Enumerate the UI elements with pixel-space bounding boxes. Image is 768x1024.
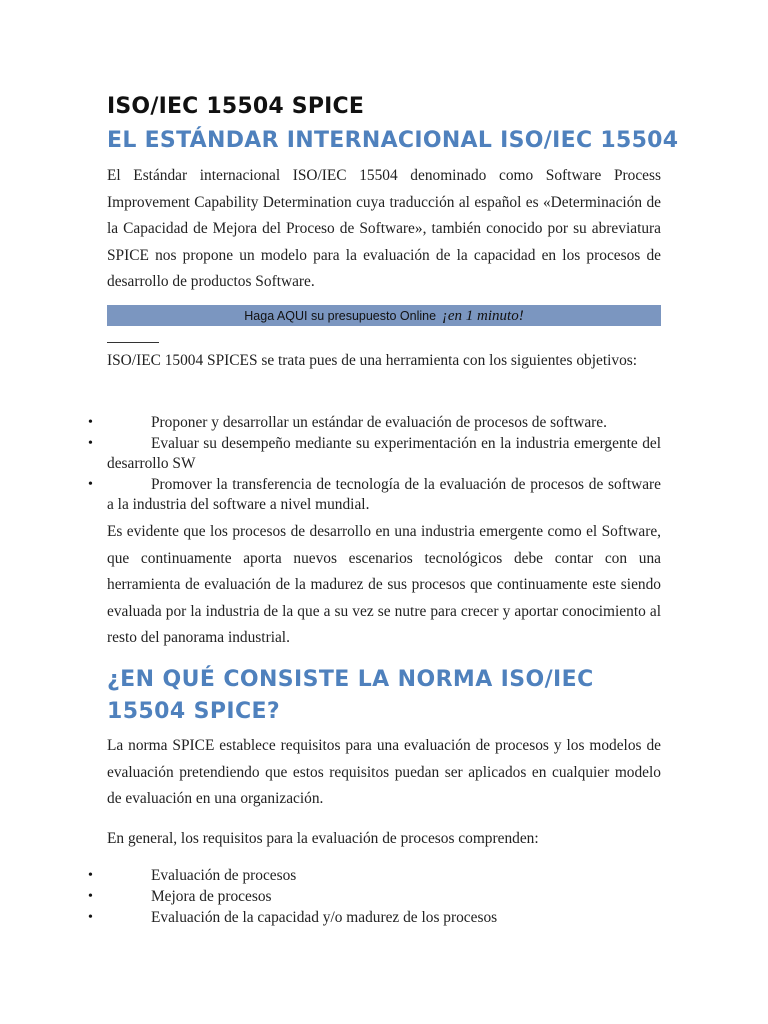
requirement-text: Evaluación de la capacidad y/o madurez de los procesos (151, 909, 498, 926)
separator-rule (107, 342, 159, 343)
objectives-list (88, 413, 661, 516)
section-title-standard: EL ESTÁNDAR INTERNACIONAL ISO/IEC 15504 (107, 128, 679, 153)
bullet-icon: • (88, 910, 93, 925)
list-item (88, 475, 661, 515)
requirement-text: Evaluación de procesos (151, 867, 297, 884)
objectives-intro: ISO/IEC 15004 SPICES se trata pues de una herramienta con los siguientes objetivos: (107, 352, 638, 369)
list-item (88, 865, 661, 886)
list-item (88, 434, 661, 474)
bullet-icon: • (88, 436, 93, 451)
bullet-icon: • (88, 477, 93, 492)
objective-text: Evaluar su desempeño mediante su experimentación en la industria emergente del desarrollo SW (107, 435, 661, 472)
requirements-intro: En general, los requisitos para la evaluación de procesos comprenden: (107, 830, 539, 847)
quote-banner-link[interactable] (107, 305, 661, 326)
list-item (88, 413, 661, 433)
objective-text: Proponer y desarrollar un estándar de evaluación de procesos de software. (151, 414, 607, 431)
evidence-paragraph: Es evidente que los procesos de desarrollo en una industria emergente como el Software, que continuamente aporta nuevos escenarios tecnológicos debe contar con una herramienta de evaluación de la madurez de sus procesos que continuamente este siendo evaluada por la industria de la que a su vez se nutre para crecer y aportar conocimiento al resto del panorama industrial. (107, 523, 661, 646)
requirements-list (88, 865, 661, 928)
page-title: ISO/IEC 15504 SPICE (107, 94, 365, 119)
list-item (88, 886, 661, 907)
norm-paragraph: La norma SPICE establece requisitos para una evaluación de procesos y los modelos de evaluación pretendiendo que estos requisitos puedan ser aplicados en cualquier modelo de evaluación en una organización. (107, 737, 661, 807)
bullet-icon: • (88, 415, 93, 430)
bullet-icon: • (88, 889, 93, 904)
requirement-text: Mejora de procesos (151, 888, 272, 905)
quote-banner-text: Haga AQUI su presupuesto Online (244, 309, 437, 323)
bullet-icon: • (88, 868, 93, 883)
section-heading-norm: ¿EN QUÉ CONSISTE LA NORMA ISO/IEC 15504 SPICE? (107, 667, 594, 724)
list-item (88, 907, 661, 928)
intro-paragraph: El Estándar internacional ISO/IEC 15504 denominado como Software Process Improvement Capability Determination cuya traducción al español es «Determinación de la Capacidad de Mejora del Proceso de Software», también conocido por su abreviatura SPICE nos propone un modelo para la evaluación de la capacidad en los procesos de desarrollo de productos Software. (107, 167, 661, 290)
quote-banner-emphasis: ¡en 1 minuto! (442, 308, 524, 324)
objective-text: Promover la transferencia de tecnología de la evaluación de procesos de software a la industria del software a nivel mundial. (107, 476, 661, 513)
